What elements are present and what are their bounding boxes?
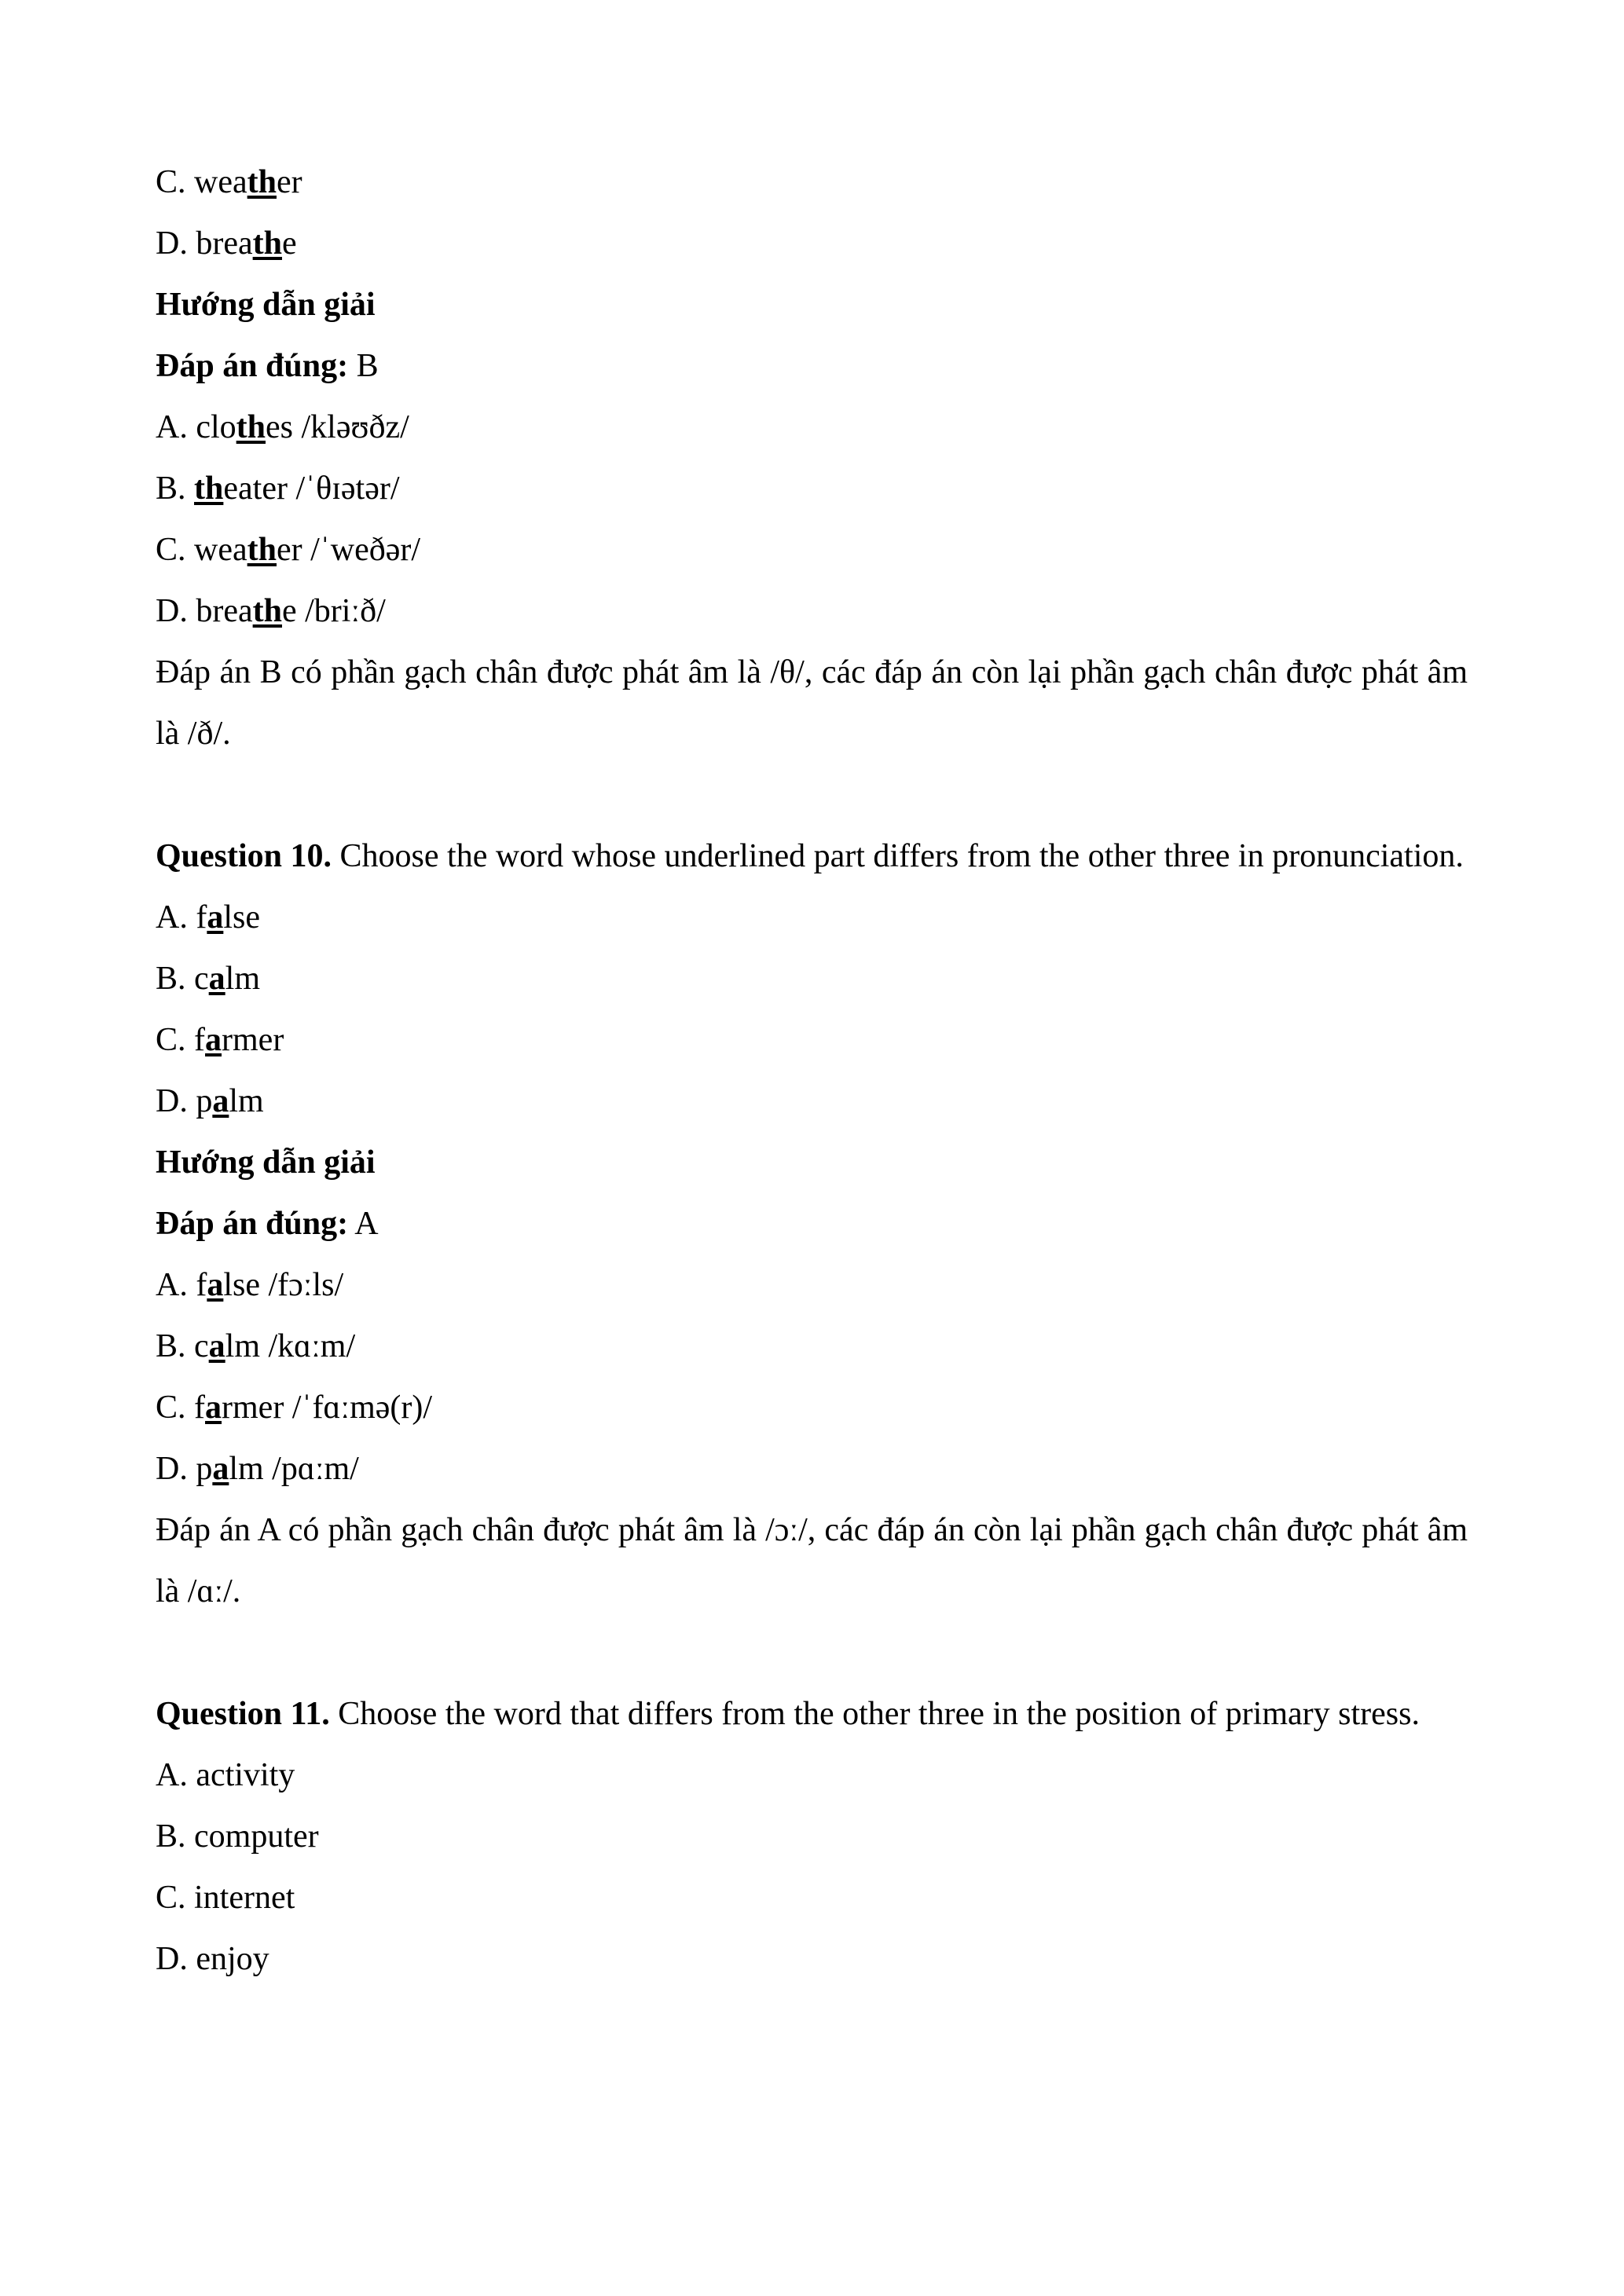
spacer (156, 764, 1468, 826)
underlined-part: th (236, 409, 266, 445)
q11-option-b: B. computer (156, 1818, 319, 1855)
q11-prompt: Question 11. Choose the word that differs from the other three in the position of primary stress. (156, 1696, 1420, 1732)
underlined-part: th (252, 225, 282, 262)
underlined-part: a (208, 1328, 225, 1364)
q9-option-d: D. breathe (156, 225, 297, 262)
q10-explained-c: C. farmer /ˈfɑːmə(r)/ (156, 1390, 433, 1426)
q10-option-c: C. farmer (156, 1022, 284, 1058)
q10-explained-b: B. calm /kɑːm/ (156, 1328, 356, 1364)
q10-prompt: Question 10. Choose the word whose underlined part differs from the other three in pronunciation. (156, 838, 1464, 874)
q9-answer: Đáp án đúng: B (156, 348, 379, 384)
underlined-part: th (247, 164, 277, 200)
q9-guide-heading: Hướng dẫn giải (156, 287, 376, 323)
q9-explained-c: C. weather /ˈweðər/ (156, 532, 421, 568)
q9-conclusion: Đáp án B có phần gạch chân được phát âm là /θ/, các đáp án còn lại phần gạch chân được phát âm là /ð/. (156, 654, 1468, 752)
q9-explained-b: B. theater /ˈθɪətər/ (156, 471, 400, 507)
underlined-part: a (205, 1390, 222, 1426)
underlined-part: a (205, 1022, 222, 1058)
q10-guide-heading: Hướng dẫn giải (156, 1144, 376, 1181)
underlined-part: a (212, 1083, 229, 1119)
underlined-part: th (252, 593, 282, 629)
q10-explained-a: A. false /fɔːls/ (156, 1267, 344, 1303)
q9-explained-d: D. breathe /briːð/ (156, 593, 386, 629)
underlined-part: th (247, 532, 277, 568)
q9-option-c: C. weather (156, 164, 302, 200)
underlined-part: a (212, 1451, 229, 1487)
page-content (156, 152, 1468, 1990)
q11-option-c: C. internet (156, 1880, 295, 1916)
q10-option-b: B. calm (156, 961, 261, 997)
underlined-part: th (194, 471, 224, 507)
q11-label: Question 11. (156, 1696, 330, 1732)
spacer (156, 1622, 1468, 1683)
q9-explained-a: A. clothes /kləʊðz/ (156, 409, 409, 445)
q10-label: Question 10. (156, 838, 332, 874)
q10-option-d: D. palm (156, 1083, 264, 1119)
underlined-part: a (207, 1267, 224, 1303)
underlined-part: a (208, 961, 225, 997)
q10-explained-d: D. palm /pɑːm/ (156, 1451, 359, 1487)
q11-option-a: A. activity (156, 1757, 295, 1793)
q10-option-a: A. false (156, 899, 260, 936)
underlined-part: a (207, 899, 224, 936)
q11-option-d: D. enjoy (156, 1941, 269, 1977)
q10-answer: Đáp án đúng: A (156, 1206, 379, 1242)
q10-conclusion: Đáp án A có phần gạch chân được phát âm là /ɔː/, các đáp án còn lại phần gạch chân được phát âm là /ɑː/. (156, 1512, 1468, 1609)
